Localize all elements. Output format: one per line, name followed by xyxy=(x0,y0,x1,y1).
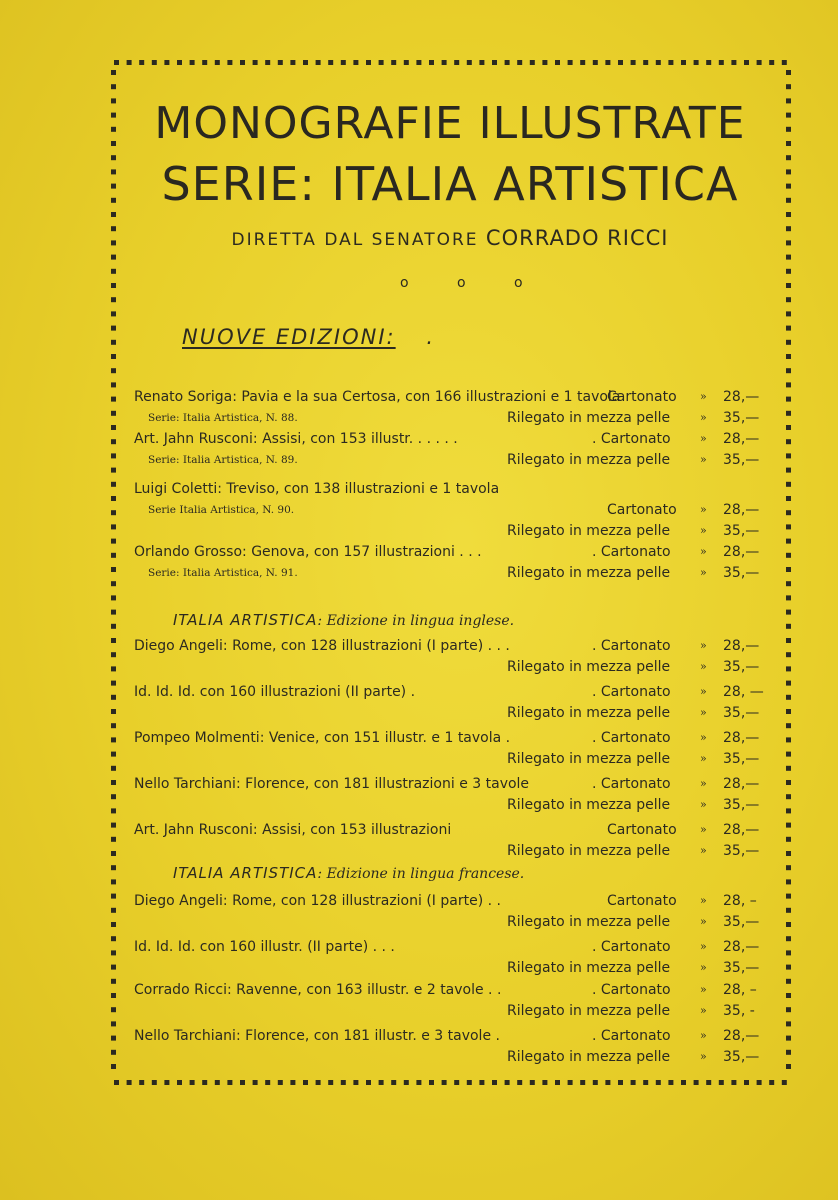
row-cart: . Cartonato xyxy=(592,431,671,447)
row-main: Pompeo Molmenti: Venice, con 151 illustr. e 1 tavola . xyxy=(134,730,511,746)
border-dot xyxy=(454,1080,459,1085)
border-dot xyxy=(786,226,791,231)
border-dot xyxy=(786,269,791,274)
row-q: » xyxy=(700,706,707,719)
border-dot xyxy=(786,141,791,146)
row-price: 28, – xyxy=(723,982,757,998)
row-ril: Rilegato in mezza pelle xyxy=(507,410,671,426)
border-dot xyxy=(542,60,547,65)
row-price: 28,— xyxy=(723,389,760,405)
border-dot xyxy=(366,60,371,65)
border-dot xyxy=(786,113,791,118)
border-dot xyxy=(253,1080,258,1085)
border-dot xyxy=(190,1080,195,1085)
subtitle-name: CORRADO RICCI xyxy=(485,226,669,250)
row-price: 28,— xyxy=(723,431,760,447)
row-cart: Cartonato xyxy=(607,893,677,909)
border-dot xyxy=(202,60,207,65)
border-dot xyxy=(111,198,116,203)
row-main: Corrado Ricci: Ravenne, con 163 illustr. e 2 tavole . . xyxy=(134,982,502,998)
border-dot xyxy=(769,1080,774,1085)
border-dot xyxy=(152,60,157,65)
border-dot xyxy=(227,60,232,65)
border-dot xyxy=(202,1080,207,1085)
row-q: » xyxy=(700,798,707,811)
border-dot xyxy=(580,60,585,65)
row-q: » xyxy=(700,777,707,790)
section-heading-inglese xyxy=(173,611,514,629)
border-dot xyxy=(111,184,116,189)
border-dot xyxy=(694,60,699,65)
border-dot xyxy=(593,60,598,65)
row-cart: . Cartonato xyxy=(592,939,671,955)
border-dot xyxy=(492,1080,497,1085)
row-main: Renato Soriga: Pavia e la sua Certosa, con 166 illustrazioni e 1 tavola xyxy=(134,389,621,405)
catalog-row xyxy=(0,912,838,932)
row-price: 35,— xyxy=(723,452,760,468)
border-dot xyxy=(442,1080,447,1085)
row-price: 28,— xyxy=(723,544,760,560)
row-price: 35,— xyxy=(723,659,760,675)
catalog-row xyxy=(0,542,838,562)
border-dot xyxy=(111,326,116,331)
border-dot xyxy=(517,1080,522,1085)
border-dot xyxy=(177,1080,182,1085)
row-cart: Cartonato xyxy=(607,502,677,518)
border-dot xyxy=(114,1080,119,1085)
border-dot xyxy=(152,1080,157,1085)
border-dot xyxy=(668,1080,673,1085)
border-dot xyxy=(442,60,447,65)
border-dot xyxy=(111,311,116,316)
border-dot xyxy=(786,155,791,160)
border-dot xyxy=(416,60,421,65)
catalog-row xyxy=(0,387,838,407)
row-q: » xyxy=(700,503,707,516)
border-dot xyxy=(111,240,116,245)
row-serie: Serie Italia Artistica, N. 90. xyxy=(148,504,295,516)
border-dot xyxy=(111,368,116,373)
border-dot xyxy=(681,60,686,65)
row-ril: Rilegato in mezza pelle xyxy=(507,1049,671,1065)
subtitle xyxy=(130,226,770,250)
border-dot xyxy=(731,60,736,65)
page-title-line2: SERIE: ITALIA ARTISTICA xyxy=(161,157,739,211)
border-dot xyxy=(786,240,791,245)
border-dot xyxy=(786,184,791,189)
section-francese-head: ITALIA ARTISTICA xyxy=(173,864,318,882)
catalog-row xyxy=(0,479,838,499)
border-dot xyxy=(111,255,116,260)
border-dot xyxy=(341,1080,346,1085)
border-dot xyxy=(706,60,711,65)
row-main: Nello Tarchiani: Florence, con 181 illustr. e 3 tavole . xyxy=(134,1028,500,1044)
border-dot xyxy=(316,1080,321,1085)
row-serie: Serie: Italia Artistica, N. 88. xyxy=(148,412,298,424)
border-dot xyxy=(404,1080,409,1085)
border-dot xyxy=(328,60,333,65)
border-dot xyxy=(111,84,116,89)
border-dot xyxy=(190,60,195,65)
row-main: Orlando Grosso: Genova, con 157 illustrazioni . . . xyxy=(134,544,482,560)
row-q: » xyxy=(700,453,707,466)
border-dot xyxy=(786,879,791,884)
border-dot xyxy=(605,1080,610,1085)
border-dot xyxy=(786,624,791,629)
row-q: » xyxy=(700,524,707,537)
border-dot xyxy=(353,1080,358,1085)
row-cart: . Cartonato xyxy=(592,982,671,998)
border-dot xyxy=(782,1080,787,1085)
border-dot xyxy=(786,326,791,331)
border-dot xyxy=(127,60,132,65)
border-dot xyxy=(706,1080,711,1085)
border-dot xyxy=(782,60,787,65)
row-price: 28,— xyxy=(723,822,760,838)
catalog-row xyxy=(0,795,838,815)
row-main: Id. Id. Id. con 160 illustrazioni (II parte) . xyxy=(134,684,416,700)
border-dot xyxy=(111,169,116,174)
row-serie: Serie: Italia Artistica, N. 89. xyxy=(148,454,298,466)
row-q: » xyxy=(700,823,707,836)
border-dot xyxy=(757,1080,762,1085)
border-dot xyxy=(316,60,321,65)
border-dot xyxy=(111,879,116,884)
border-dot xyxy=(429,1080,434,1085)
row-ril: Rilegato in mezza pelle xyxy=(507,565,671,581)
border-dot xyxy=(786,98,791,103)
row-ril: Rilegato in mezza pelle xyxy=(507,1003,671,1019)
border-dot xyxy=(668,60,673,65)
section-inglese-head: ITALIA ARTISTICA xyxy=(173,611,318,629)
border-dot xyxy=(786,212,791,217)
border-dot xyxy=(111,141,116,146)
border-dot xyxy=(479,60,484,65)
catalog-row xyxy=(0,980,838,1000)
border-dot xyxy=(114,60,119,65)
border-dot xyxy=(215,1080,220,1085)
row-price: 35,— xyxy=(723,1049,760,1065)
row-price: 35,— xyxy=(723,960,760,976)
section-inglese-rest: : Edizione in lingua inglese. xyxy=(317,613,515,629)
border-dot xyxy=(391,60,396,65)
border-dot xyxy=(404,60,409,65)
row-q: » xyxy=(700,983,707,996)
row-ril: Rilegato in mezza pelle xyxy=(507,523,671,539)
row-q: » xyxy=(700,731,707,744)
border-dot xyxy=(643,1080,648,1085)
row-price: 35,— xyxy=(723,914,760,930)
catalog-row xyxy=(0,937,838,957)
border-dot xyxy=(731,1080,736,1085)
border-dot xyxy=(353,60,358,65)
border-dot xyxy=(786,283,791,288)
border-dot xyxy=(278,1080,283,1085)
border-dot xyxy=(786,595,791,600)
border-dot xyxy=(341,60,346,65)
border-dot xyxy=(391,1080,396,1085)
row-ril: Rilegato in mezza pelle xyxy=(507,705,671,721)
border-dot xyxy=(631,60,636,65)
row-price: 28,— xyxy=(723,638,760,654)
catalog-row xyxy=(0,521,838,541)
row-price: 35,— xyxy=(723,523,760,539)
catalog-row xyxy=(0,703,838,723)
row-ril: Rilegato in mezza pelle xyxy=(507,452,671,468)
border-dot xyxy=(215,60,220,65)
catalog-row xyxy=(0,682,838,702)
row-price: 35, - xyxy=(723,1003,755,1019)
border-dot xyxy=(593,1080,598,1085)
row-serie: Serie: Italia Artistica, N. 91. xyxy=(148,567,298,579)
border-dot xyxy=(111,610,116,615)
border-dot xyxy=(786,169,791,174)
border-dot xyxy=(605,60,610,65)
border-dot xyxy=(786,297,791,302)
row-cart: . Cartonato xyxy=(592,684,671,700)
border-dot xyxy=(290,60,295,65)
border-dot xyxy=(366,1080,371,1085)
catalog-row xyxy=(0,958,838,978)
row-q: » xyxy=(700,411,707,424)
border-dot xyxy=(416,1080,421,1085)
catalog-row xyxy=(0,749,838,769)
row-cart: . Cartonato xyxy=(592,638,671,654)
row-cart: . Cartonato xyxy=(592,730,671,746)
border-dot xyxy=(111,283,116,288)
border-dot xyxy=(139,1080,144,1085)
row-price: 28,— xyxy=(723,1028,760,1044)
catalog-row xyxy=(0,1047,838,1067)
page-title-line1: MONOGRAFIE ILLUSTRATE xyxy=(154,98,746,149)
row-q: » xyxy=(700,566,707,579)
nuove-edizioni-label: NUOVE EDIZIONI: xyxy=(182,325,396,349)
row-q: » xyxy=(700,639,707,652)
border-dot xyxy=(265,60,270,65)
catalog-row xyxy=(0,500,838,520)
border-dot xyxy=(568,60,573,65)
border-dot xyxy=(454,60,459,65)
border-dot xyxy=(164,60,169,65)
row-ril: Rilegato in mezza pelle xyxy=(507,797,671,813)
border-dot xyxy=(786,70,791,75)
catalog-row xyxy=(0,450,838,470)
border-dot xyxy=(631,1080,636,1085)
catalog-row xyxy=(0,563,838,583)
row-price: 28,— xyxy=(723,730,760,746)
catalog-row xyxy=(0,429,838,449)
row-main: Nello Tarchiani: Florence, con 181 illustrazioni e 3 tavole xyxy=(134,776,530,792)
row-main: Art. Jahn Rusconi: Assisi, con 153 illustrazioni xyxy=(134,822,452,838)
border-dot xyxy=(694,1080,699,1085)
border-dot xyxy=(479,1080,484,1085)
border-dot xyxy=(111,212,116,217)
catalog-row xyxy=(0,891,838,911)
border-dot xyxy=(111,354,116,359)
ornament-circles: o o o xyxy=(400,275,545,291)
border-dot xyxy=(111,127,116,132)
row-cart: Cartonato xyxy=(607,389,677,405)
border-dot xyxy=(278,60,283,65)
border-dot xyxy=(111,595,116,600)
border-dot xyxy=(786,84,791,89)
row-q: » xyxy=(700,432,707,445)
row-cart: . Cartonato xyxy=(592,1028,671,1044)
border-dot xyxy=(328,1080,333,1085)
border-dot xyxy=(719,60,724,65)
row-main: Diego Angeli: Rome, con 128 illustrazioni (I parte) . . . xyxy=(134,638,510,654)
border-dot xyxy=(467,60,472,65)
border-dot xyxy=(786,311,791,316)
border-dot xyxy=(530,1080,535,1085)
row-price: 28, — xyxy=(723,684,764,700)
border-dot xyxy=(303,60,308,65)
row-ril: Rilegato in mezza pelle xyxy=(507,960,671,976)
catalog-row xyxy=(0,636,838,656)
border-dot xyxy=(719,1080,724,1085)
catalog-row xyxy=(0,774,838,794)
border-dot xyxy=(656,60,661,65)
row-price: 28, – xyxy=(723,893,757,909)
row-cart: Cartonato xyxy=(607,822,677,838)
border-dot xyxy=(492,60,497,65)
border-dot xyxy=(555,1080,560,1085)
row-q: » xyxy=(700,685,707,698)
row-q: » xyxy=(700,961,707,974)
border-dot xyxy=(111,269,116,274)
row-q: » xyxy=(700,894,707,907)
border-dot xyxy=(769,60,774,65)
border-dot xyxy=(467,1080,472,1085)
border-dot xyxy=(111,113,116,118)
border-dot xyxy=(681,1080,686,1085)
border-dot xyxy=(429,60,434,65)
row-price: 35,— xyxy=(723,705,760,721)
border-dot xyxy=(517,60,522,65)
row-price: 35,— xyxy=(723,843,760,859)
row-main: Art. Jahn Rusconi: Assisi, con 153 illustr. . . . . . xyxy=(134,431,458,447)
border-dot xyxy=(127,1080,132,1085)
border-dot xyxy=(164,1080,169,1085)
border-dot xyxy=(786,198,791,203)
border-dot xyxy=(111,70,116,75)
nuove-edizioni-heading xyxy=(182,325,435,349)
border-dot xyxy=(555,60,560,65)
row-q: » xyxy=(700,545,707,558)
border-dot xyxy=(290,1080,295,1085)
row-ril: Rilegato in mezza pelle xyxy=(507,751,671,767)
border-dot xyxy=(240,60,245,65)
row-main: Luigi Coletti: Treviso, con 138 illustrazioni e 1 tavola xyxy=(134,481,500,497)
row-price: 35,— xyxy=(723,751,760,767)
border-dot xyxy=(786,865,791,870)
row-cart: . Cartonato xyxy=(592,776,671,792)
section-francese-rest: : Edizione in lingua francese. xyxy=(317,866,525,882)
border-dot xyxy=(111,340,116,345)
row-main: Id. Id. Id. con 160 illustr. (II parte) . . . xyxy=(134,939,395,955)
border-dot xyxy=(505,60,510,65)
row-price: 28,— xyxy=(723,776,760,792)
border-dot xyxy=(139,60,144,65)
row-q: » xyxy=(700,940,707,953)
border-dot xyxy=(240,1080,245,1085)
border-dot xyxy=(656,1080,661,1085)
border-dot xyxy=(786,354,791,359)
row-q: » xyxy=(700,660,707,673)
row-main: Diego Angeli: Rome, con 128 illustrazioni (I parte) . . xyxy=(134,893,501,909)
border-dot xyxy=(786,610,791,615)
row-price: 35,— xyxy=(723,565,760,581)
border-dot xyxy=(379,1080,384,1085)
border-dot xyxy=(568,1080,573,1085)
section-heading-francese xyxy=(173,864,524,882)
border-dot xyxy=(530,60,535,65)
row-ril: Rilegato in mezza pelle xyxy=(507,659,671,675)
border-dot xyxy=(111,155,116,160)
border-dot xyxy=(379,60,384,65)
border-dot xyxy=(111,297,116,302)
row-q: » xyxy=(700,1004,707,1017)
catalog-row xyxy=(0,841,838,861)
border-dot xyxy=(265,1080,270,1085)
border-dot xyxy=(786,127,791,132)
row-price: 35,— xyxy=(723,410,760,426)
row-price: 35,— xyxy=(723,797,760,813)
border-dot xyxy=(542,1080,547,1085)
catalog-row xyxy=(0,408,838,428)
border-dot xyxy=(111,865,116,870)
border-dot xyxy=(303,1080,308,1085)
row-cart: . Cartonato xyxy=(592,544,671,560)
catalog-row xyxy=(0,1026,838,1046)
row-q: » xyxy=(700,752,707,765)
row-q: » xyxy=(700,1029,707,1042)
border-dot xyxy=(786,255,791,260)
catalog-row xyxy=(0,1001,838,1021)
border-dot xyxy=(757,60,762,65)
border-dot xyxy=(111,624,116,629)
row-price: 28,— xyxy=(723,502,760,518)
subtitle-prefix: DIRETTA DAL SENATORE xyxy=(231,230,479,250)
border-dot xyxy=(618,1080,623,1085)
border-dot xyxy=(618,60,623,65)
row-q: » xyxy=(700,915,707,928)
border-dot xyxy=(253,60,258,65)
border-dot xyxy=(744,1080,749,1085)
border-dot xyxy=(580,1080,585,1085)
row-ril: Rilegato in mezza pelle xyxy=(507,914,671,930)
border-dot xyxy=(744,60,749,65)
catalog-row xyxy=(0,820,838,840)
border-dot xyxy=(786,340,791,345)
row-q: » xyxy=(700,1050,707,1063)
border-dot xyxy=(643,60,648,65)
border-dot xyxy=(177,60,182,65)
border-dot xyxy=(227,1080,232,1085)
row-price: 28,— xyxy=(723,939,760,955)
row-q: » xyxy=(700,844,707,857)
border-dot xyxy=(505,1080,510,1085)
row-q: » xyxy=(700,390,707,403)
border-dot xyxy=(111,98,116,103)
row-ril: Rilegato in mezza pelle xyxy=(507,843,671,859)
nuove-edizioni-dot: . xyxy=(426,325,436,349)
catalog-row xyxy=(0,728,838,748)
catalog-row xyxy=(0,657,838,677)
border-dot xyxy=(111,226,116,231)
border-dot xyxy=(786,368,791,373)
